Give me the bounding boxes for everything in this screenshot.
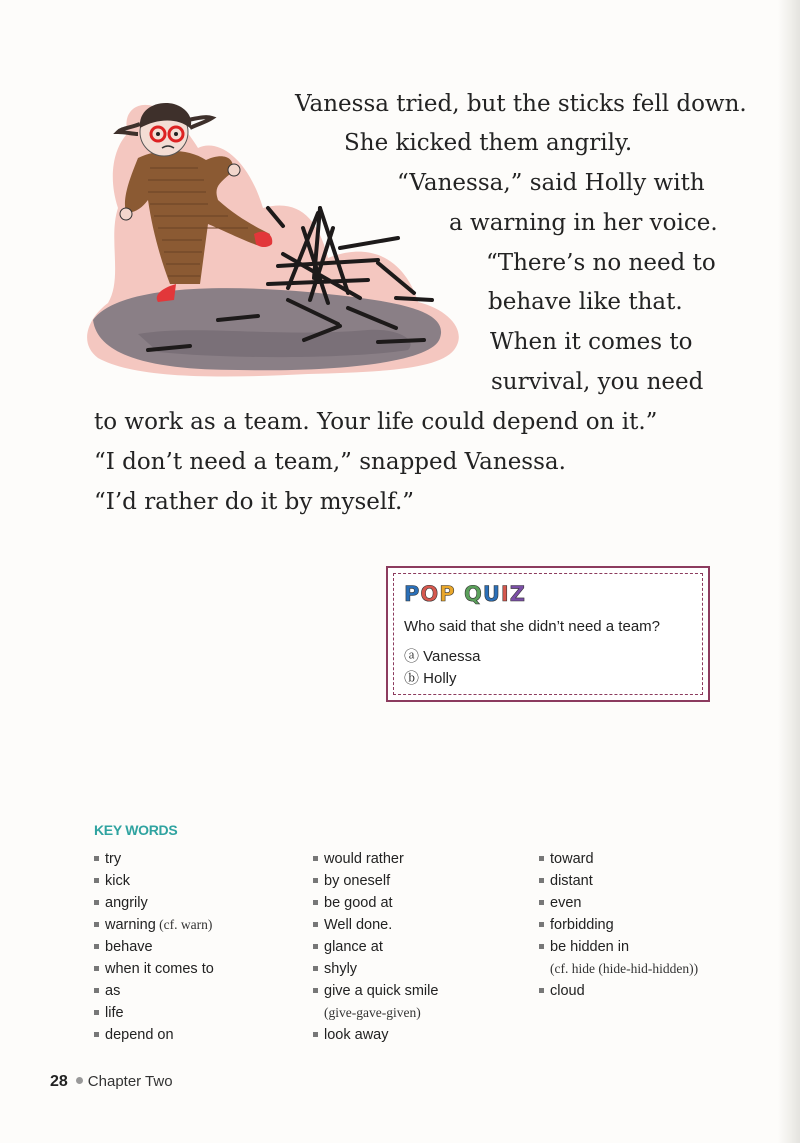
story-line: to work as a team. Your life could depend on it.”: [94, 409, 658, 435]
keywords-column-3: [539, 849, 698, 1003]
keyword-item: [94, 915, 214, 937]
pop-quiz-option-a[interactable]: ⓐ Vanessa: [404, 648, 481, 665]
bullet-icon: [94, 856, 99, 861]
keyword-item: [313, 981, 438, 1003]
bullet-icon: [539, 900, 544, 905]
bullet-icon: [94, 1032, 99, 1037]
story-line: survival, you need: [491, 369, 704, 395]
keyword-text: distant: [550, 873, 593, 889]
keyword-item: [313, 893, 438, 915]
bullet-icon: [94, 922, 99, 927]
keyword-item: [313, 959, 438, 981]
keyword-item: [313, 849, 438, 871]
page-number: 28: [50, 1073, 68, 1090]
bullet-icon: [313, 966, 318, 971]
bullet-icon: [539, 922, 544, 927]
keyword-text: as: [105, 983, 121, 999]
page-edge-shadow: [778, 0, 800, 1143]
bullet-icon: [313, 922, 318, 927]
keyword-text: cloud: [550, 983, 585, 999]
keyword-sub-note: (cf. hide (hide-hid-hidden)): [550, 961, 699, 976]
bullet-icon: [313, 878, 318, 883]
keyword-text: life: [105, 1005, 124, 1021]
keyword-text: even: [550, 895, 582, 911]
chapter-label: Chapter Two: [87, 1073, 173, 1090]
bullet-icon: [539, 856, 544, 861]
keyword-text: would rather: [324, 851, 404, 867]
keyword-item: [313, 871, 438, 893]
keyword-note: (cf. warn): [155, 917, 213, 932]
keyword-text: be good at: [324, 895, 393, 911]
bullet-icon: [313, 856, 318, 861]
keywords-title: KEY WORDS: [94, 822, 178, 838]
keyword-text: give a quick smile: [324, 983, 439, 999]
bullet-icon: [94, 966, 99, 971]
bullet-icon: [539, 878, 544, 883]
keyword-text: look away: [324, 1027, 389, 1043]
pop-quiz-option-b[interactable]: ⓑ Holly: [404, 670, 457, 687]
keyword-item: [94, 981, 214, 1003]
pop-quiz-title-letter: Q: [463, 582, 483, 606]
keyword-text: toward: [550, 851, 594, 867]
keyword-text: by oneself: [324, 873, 391, 889]
keyword-item: [94, 1025, 214, 1047]
bullet-icon: [94, 878, 99, 883]
pop-quiz-title-letter: [456, 582, 464, 606]
keyword-text: shyly: [324, 961, 358, 977]
keyword-item: [313, 937, 438, 959]
bullet-icon: [94, 988, 99, 993]
keyword-item: [94, 893, 214, 915]
keyword-text: kick: [105, 873, 130, 889]
keyword-item: [539, 937, 698, 959]
story-line: “There’s no need to: [486, 250, 716, 276]
story-line: Vanessa tried, but the sticks fell down.: [295, 91, 747, 117]
keyword-sub-note: (give-gave-given): [324, 1005, 421, 1020]
keyword-item: [94, 959, 214, 981]
keyword-text: try: [105, 851, 122, 867]
story-line: “I don’t need a team,” snapped Vanessa.: [94, 449, 566, 475]
pop-quiz-title-letter: P: [404, 582, 421, 606]
story-line: She kicked them angrily.: [344, 130, 633, 156]
bullet-icon: [539, 988, 544, 993]
keyword-text: depend on: [105, 1027, 174, 1043]
keyword-item: [539, 981, 698, 1003]
bullet-icon: [539, 944, 544, 949]
keyword-item: [313, 1025, 438, 1047]
keyword-item: [94, 1003, 214, 1025]
bullet-icon: [313, 988, 318, 993]
bullet-icon: [94, 944, 99, 949]
keyword-item: [539, 893, 698, 915]
pop-quiz-title-letter: I: [500, 582, 510, 606]
story-line: “I’d rather do it by myself.”: [94, 489, 415, 515]
pop-quiz-box: [386, 566, 710, 702]
keywords-column-2: [313, 849, 438, 1047]
keyword-item: [539, 915, 698, 937]
keyword-item: [313, 915, 438, 937]
bullet-icon: [313, 1032, 318, 1037]
keyword-item: [539, 849, 698, 871]
story-line: behave like that.: [488, 289, 683, 315]
pop-quiz-title-letter: U: [482, 582, 501, 606]
pop-quiz-title-letter: P: [439, 582, 456, 606]
story-line: “Vanessa,” said Holly with: [397, 170, 705, 196]
keywords-column-1: [94, 849, 214, 1047]
story-line: When it comes to: [490, 329, 693, 355]
page-footer: [50, 1073, 173, 1091]
keyword-text: behave: [105, 939, 153, 955]
keyword-text: be hidden in: [550, 939, 630, 955]
bullet-icon: [313, 900, 318, 905]
keyword-text: forbidding: [550, 917, 614, 933]
keyword-text: glance at: [324, 939, 383, 955]
story-line: a warning in her voice.: [449, 210, 718, 236]
pop-quiz-title-letter: O: [420, 582, 440, 606]
keyword-text: warning: [105, 917, 156, 933]
keyword-item: [539, 871, 698, 893]
pop-quiz-title-letter: Z: [509, 582, 526, 606]
keyword-item: [94, 871, 214, 893]
keyword-text: angrily: [105, 895, 148, 911]
pop-quiz-question: Who said that she didn’t need a team?: [404, 618, 660, 635]
bullet-icon: [94, 900, 99, 905]
footer-dot-icon: [76, 1077, 83, 1084]
pop-quiz-title: [404, 582, 526, 606]
keyword-item: [94, 849, 214, 871]
keyword-text: Well done.: [324, 917, 393, 933]
keyword-text: when it comes to: [105, 961, 214, 977]
bullet-icon: [313, 944, 318, 949]
keyword-item: [94, 937, 214, 959]
bullet-icon: [94, 1010, 99, 1015]
